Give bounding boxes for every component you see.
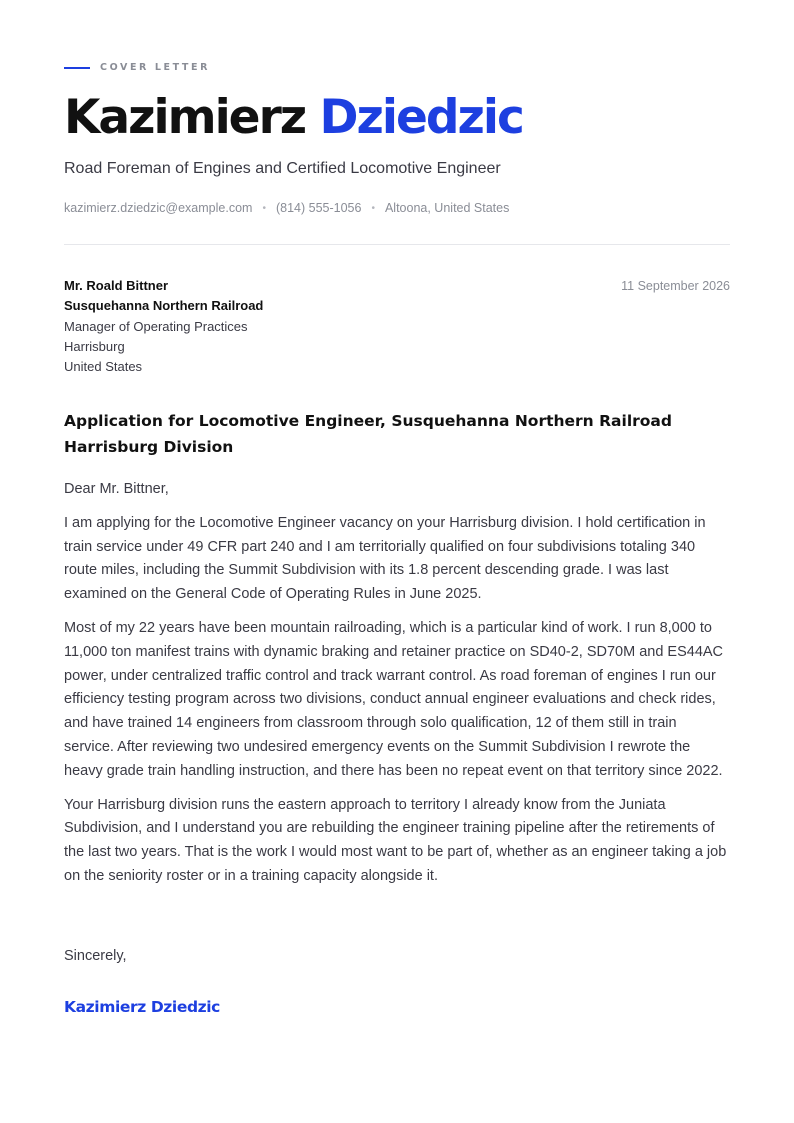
recipient-country: United States bbox=[64, 359, 143, 375]
accent-rule bbox=[64, 67, 90, 69]
header-divider bbox=[64, 244, 730, 245]
applicant-name bbox=[64, 88, 523, 148]
recipient-name: Mr. Roald Bittner bbox=[64, 278, 169, 293]
salutation: Dear Mr. Bittner, bbox=[64, 481, 169, 497]
separator-dot-icon: • bbox=[371, 202, 375, 214]
contact-location: Altoona, United States bbox=[384, 201, 510, 215]
recipient-company: Susquehanna Northern Railroad bbox=[64, 298, 264, 314]
applicant-title: Road Foreman of Engines and Certified Locomotive Engineer bbox=[64, 160, 501, 177]
contact-email[interactable]: kazimierz.dziedzic@example.com bbox=[64, 201, 253, 215]
last-name: Dziedzic bbox=[319, 90, 523, 145]
recipient-city: Harrisburg bbox=[64, 338, 125, 354]
letter-body bbox=[64, 478, 730, 899]
recipient-block bbox=[64, 276, 263, 377]
first-name: Kazimierz bbox=[64, 90, 306, 145]
eyebrow-label: COVER LETTER bbox=[100, 62, 210, 73]
body-paragraph: Your Harrisburg division runs the eastern approach to territory I already know from the Juniata Subdivision, and I understand you are rebuilding the engineer training pipeline after the retirements of the last two years. That is the work I would most want to be part of, whether as an engineer taking a job on the seniority roster or in a training capacity alongside it. bbox=[64, 796, 727, 884]
recipient-role: Manager of Operating Practices bbox=[64, 318, 248, 334]
separator-dot-icon: • bbox=[262, 202, 266, 214]
contact-line bbox=[64, 201, 509, 215]
eyebrow bbox=[64, 62, 210, 73]
letter-subject: Application for Locomotive Engineer, Susquehanna Northern Railroad Harrisburg Division bbox=[64, 412, 672, 456]
contact-phone[interactable]: (814) 555-1056 bbox=[275, 201, 362, 215]
signature: Kazimierz Dziedzic bbox=[64, 998, 220, 1016]
body-paragraph: I am applying for the Locomotive Engineer vacancy on your Harrisburg division. I hold certification in train service under 49 CFR part 240 and I am territorially qualified on four subdivisions totaling 340 route miles, including the Summit Subdivision with its 1.8 percent descending grade. I was last examined on the General Code of Operating Rules in June 2025. bbox=[64, 514, 706, 603]
closing: Sincerely, bbox=[64, 948, 127, 964]
letter-date: 11 September 2026 bbox=[621, 279, 730, 293]
body-paragraph: Most of my 22 years have been mountain railroading, which is a particular kind of work. I run 8,000 to 11,000 ton manifest trains with dynamic braking and retainer practice on SD40-2, SD70M and ES44AC power, under centralized traffic control and track warrant control. As road foreman of engines I run our efficiency testing program across two divisions, conduct annual engineer evaluations and check rides, and have trained 14 engineers from classroom through solo qualification, 12 of them still in train service. After reviewing two undesired emergency events on the Summit Subdivision I rewrote the heavy grade train handling instruction, and there has been no repeat event on that territory since 2022. bbox=[64, 619, 724, 779]
